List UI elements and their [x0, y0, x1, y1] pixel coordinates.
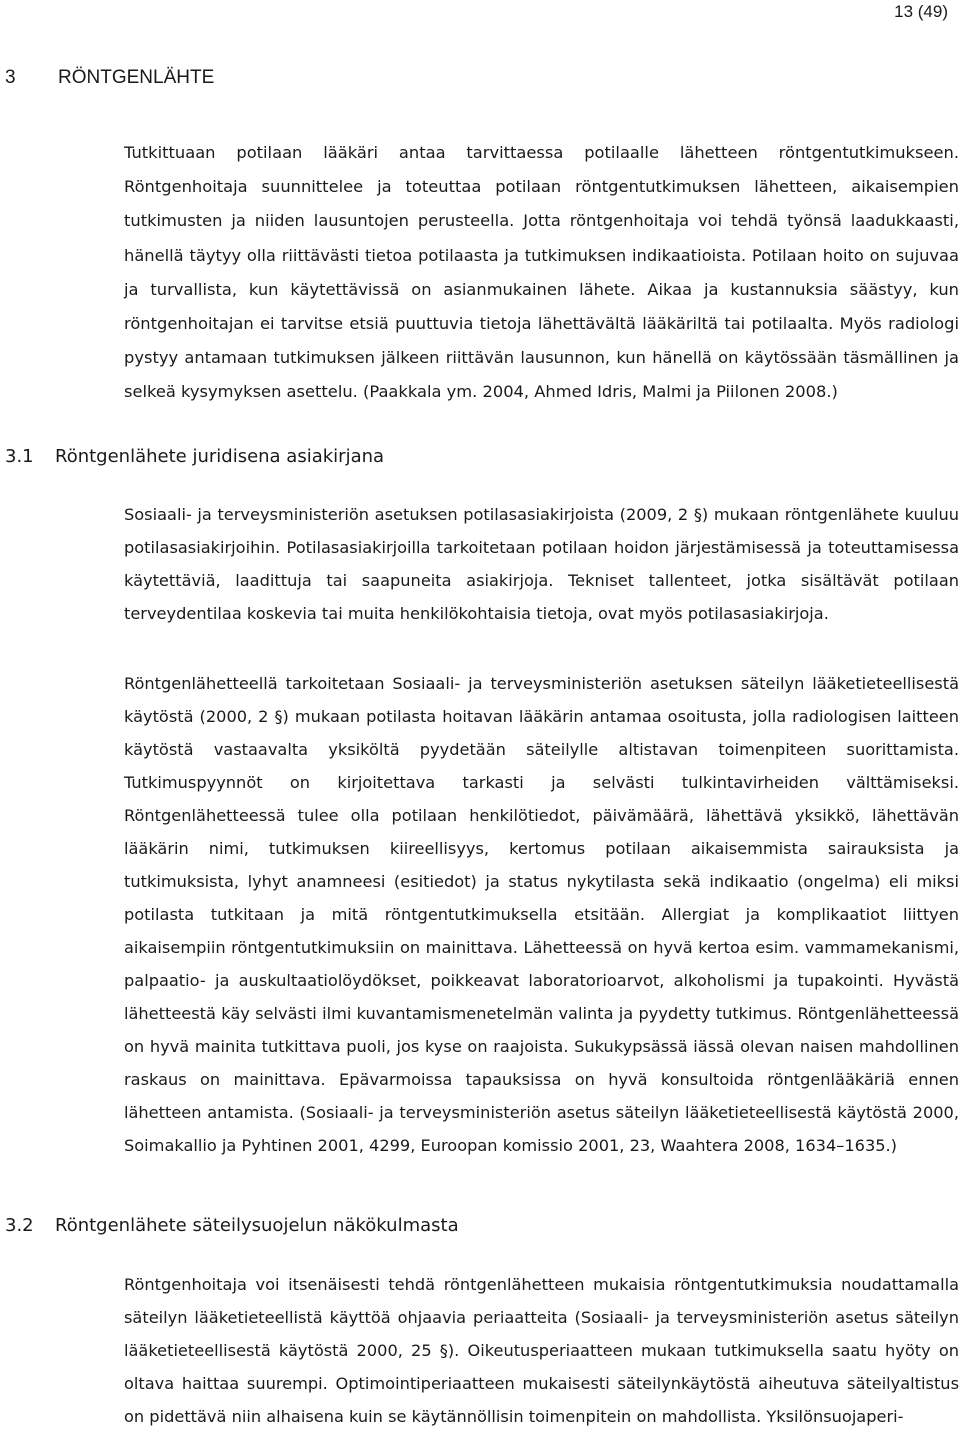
intro-paragraph: Tutkittuaan potilaan lääkäri antaa tarvittaessa potilaalle lähetteen röntgentutkimukseen. Röntgenhoitaja suunnittelee ja toteuttaa potilaan röntgentutkimuksen lähetteen, aikaisempien tutkimusten ja niiden lausuntojen perusteella. Jotta röntgenhoitaja voi tehdä työnsä laadukkaasti, hänellä täytyy olla riittävästi tietoa potilaasta ja tutkimuksen indikaatioista. Potilaan hoito on sujuvaa ja turvallista, kun käytettävissä on asianmukainen lähete. Aikaa ja kustannuksia säästyy, kun röntgenhoitajan ei tarvitse etsiä puuttuvia tietoja lähettävältä lääkäriltä tai potilaalta. Myös radiologi pystyy antamaan tutkimuksen jälkeen riittävän lausunnon, kun hänellä on käytössään täsmällinen ja selkeä kysymyksen asettelu. (Paakkala ym. 2004, Ahmed Idris, Malmi ja Piilonen 2008.) — [124, 143, 959, 402]
section-title: Röntgenlähete säteilysuojelun näkökulmasta — [55, 1215, 459, 1236]
chapter-title: RÖNTGENLÄHTE — [58, 67, 215, 88]
chapter-heading — [5, 67, 214, 89]
legal-paragraph-2: Röntgenlähetteellä tarkoitetaan Sosiaali- ja terveysministeriön asetuksen säteilyn lääketieteellisestä käytöstä (2000, 2 §) mukaan potilasta hoitavan lääkärin antamaa osoitusta, jolla radiologisen laitteen käytöstä vastaavalta yksiköltä pyydetään säteilylle altistavan toimenpiteen suorittamista. Tutkimuspyynnöt on kirjoitettava tarkasti ja selvästi tulkintavirheiden välttämiseksi. Röntgenlähetteessä tulee olla potilaan henkilötiedot, päivämäärä, lähettävä yksikkö, lähettävän lääkärin nimi, tutkimuksen kiireellisyys, kertomus potilaan aikaisemmista sairauksista ja tutkimuksista, lyhyt anamneesi (esitiedot) ja status nykytilasta sekä indikaatio (ongelma) eli miksi potilasta tutkitaan ja mitä röntgentutkimuksella etsitään. Allergiat ja komplikaatiot liittyen aikaisempiin röntgentutkimuksiin on mainittava. Lähetteessä on hyvä kertoa esim. vammamekanismi, palpaatio- ja auskultaatiolöydökset, poikkeavat laboratorioarvot, alkoholismi ja tupakointi. Hyvästä lähetteestä käy selvästi ilmi kuvantamismenetelmän valinta ja pyydetty tutkimus. Röntgenlähetteessä on hyvä mainita tutkittava puoli, jos kyse on raajoista. Sukukypsässä iässä olevan naisen mahdollinen raskaus on mainittava. Epävarmoissa tapauksissa on hyvä konsultoida röntgenlääkäriä ennen lähetteen antamista. (Sosiaali- ja terveysministeriön asetus säteilyn lääketieteellisestä käytöstä 2000, Soimakallio ja Pyhtinen 2001, 4299, Euroopan komissio 2001, 23, Waahtera 2008, 1634–1635.) — [124, 674, 959, 1155]
chapter-number: 3 — [5, 67, 16, 88]
radiation-paragraph: Röntgenhoitaja voi itsenäisesti tehdä röntgenlähetteen mukaisia röntgentutkimuksia noudattamalla säteilyn lääketieteellistä käyttöä ohjaavia periaatteita (Sosiaali- ja terveysministeriön asetus säteilyn lääketieteellisestä käytöstä 2000, 25 §). Oikeutusperiaatteen mukaan tutkimuksella saatu hyöty on oltava haittaa suurempi. Optimointiperiaatteen mukaisesti säteilynkäytöstä aiheutuva säteilyaltistus on pidettävä niin alhaisena kuin se käytännöllisin toimenpitein on mahdollista. Yksilönsuojaperi- — [124, 1275, 959, 1426]
page-number: 13 (49) — [894, 2, 948, 21]
section-number: 3.1 — [5, 446, 34, 467]
legal-paragraph-1: Sosiaali- ja terveysministeriön asetuksen potilasasiakirjoista (2009, 2 §) mukaan röntgenlähete kuuluu potilasasiakirjoihin. Potilasasiakirjoilla tarkoitetaan potilaan hoidon järjestämisessä ja toteuttamisessa käytettäviä, laadittuja tai saapuneita asiakirjoja. Tekniset tallenteet, jotka sisältävät potilaan terveydentilaa koskevia tai muita henkilökohtaisia tietoja, ovat myös potilasasiakirjoja. — [124, 505, 959, 623]
section-heading-3-1 — [5, 446, 384, 467]
section-number: 3.2 — [5, 1215, 34, 1236]
section-title: Röntgenlähete juridisena asiakirjana — [55, 446, 385, 467]
section-heading-3-2 — [5, 1215, 459, 1236]
